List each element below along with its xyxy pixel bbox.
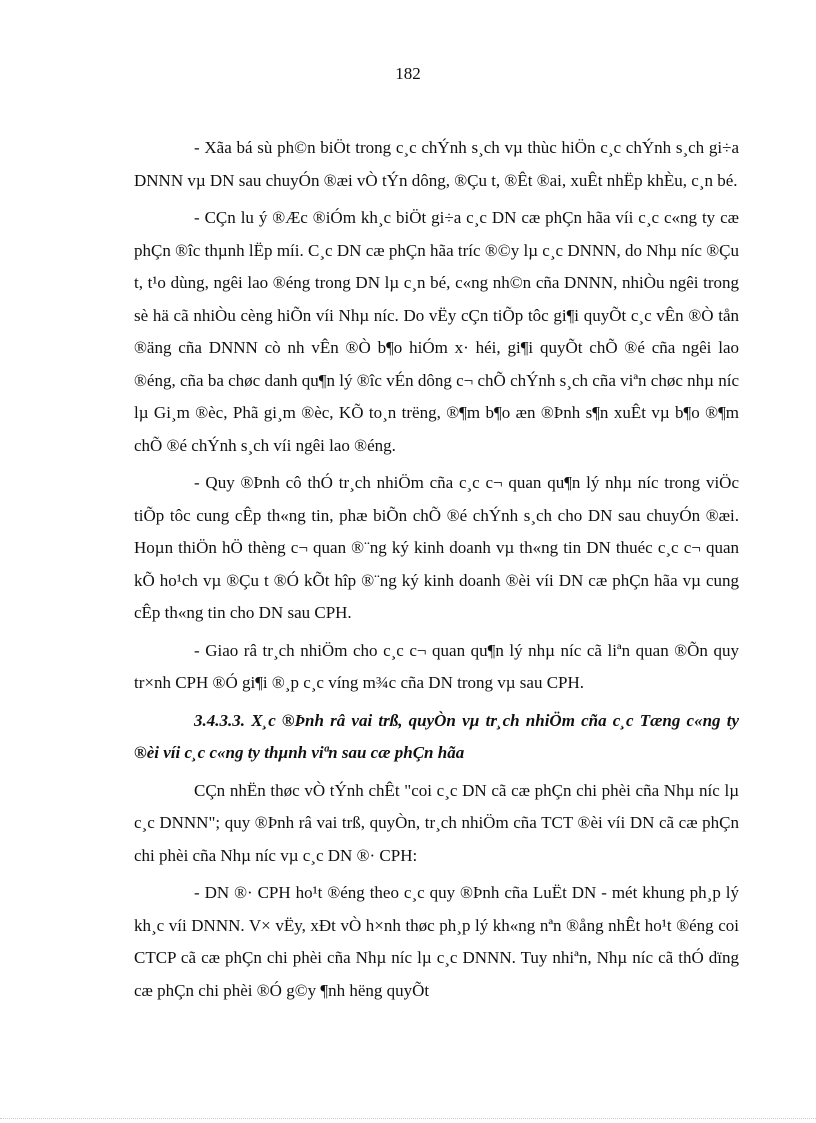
paragraph-4: - Giao râ tr¸ch nhiÖm cho c¸c c¬ quan qu¶n lý nhµ níc cã liªn quan ®Õn quy tr×nh CPH ®Ó gi¶i ®¸p c¸c víng m¾c cña DN trong vµ sau CPH. (134, 640, 739, 692)
document-body (134, 132, 739, 1012)
paragraph-1: - Xãa bá sù ph©n biÖt trong c¸c chÝnh s¸ch vµ thùc hiÖn c¸c chÝnh s¸ch gi÷a DNNN vµ DN sau chuyÓn ®æi vÒ tÝn dông, ®Çu t, ®Êt ®ai, xuÊt nhËp khÈu, c¸n bé. (134, 138, 739, 190)
paragraph-5: CÇn nhËn thøc vÒ tÝnh chÊt "coi c¸c DN cã cæ phÇn chi phèi cña Nhµ níc lµ c¸c DNNN"; quy ®Þnh râ vai trß, quyÒn, tr¸ch nhiÖm cña TCT ®èi víi DN cã cæ phÇn chi phèi cña Nhµ níc vµ c¸c DN ®· CPH: (134, 780, 739, 865)
page-number: 182 (395, 64, 421, 83)
paragraph-2: - CÇn lu ý ®Æc ®iÓm kh¸c biÖt gi÷a c¸c DN cæ phÇn hãa víi c¸c c«ng ty cæ phÇn ®îc thµnh lËp míi. C¸c DN cæ phÇn hãa tríc ®©y lµ c¸c DNNN, do Nhµ níc ®Çu t, t¹o dùng, ngêi lao ®éng trong DN lµ c¸n bé, c«ng nh©n cña DNNN, nhiÒu ngêi trong sè hä cã nhiÒu cèng hiÕn víi Nhµ níc. Do vËy cÇn tiÕp tôc gi¶i quyÕt c¸c vÊn ®Ò tån ®äng cña DNNN cò nh vÊn ®Ò b¶o hiÓm x· héi, gi¶i quyÕt chÕ ®é cña ngêi lao ®éng, cña ba chøc danh qu¶n lý ®îc vÉn dông c¬ chÕ chÝnh s¸ch cña viªn chøc nhµ níc lµ Gi¸m ®èc, Phã gi¸m ®èc, KÕ to¸n trëng, ®¶m b¶o æn ®Þnh s¶n xuÊt vµ b¶o ®¶m chÕ ®é chÝnh s¸ch víi ngêi lao ®éng. (134, 208, 739, 455)
page-bottom-divider (0, 1118, 816, 1119)
paragraph-3: - Quy ®Þnh cô thÓ tr¸ch nhiÖm cña c¸c c¬ quan qu¶n lý nhµ níc trong viÖc tiÕp tôc cung cÊp th«ng tin, phæ biÕn chÕ ®é chÝnh s¸ch cho DN sau chuyÓn ®æi. Hoµn thiÖn hÖ thèng c¬ quan ®¨ng ký kinh doanh vµ th«ng tin DN thuéc c¸c c¬ quan kÕ ho¹ch vµ ®Çu t ®Ó kÕt hîp ®¨ng ký kinh doanh ®èi víi DN cæ phÇn hãa vµ cung cÊp th«ng tin cho DN sau CPH. (134, 473, 739, 622)
section-heading: 3.4.3.3. X¸c ®Þnh râ vai trß, quyÒn vµ tr¸ch nhiÖm cña c¸c Tæng c«ng ty ®èi víi c¸c c«ng ty thµnh viªn sau cæ phÇn hãa (134, 710, 739, 762)
paragraph-6: - DN ®· CPH ho¹t ®éng theo c¸c quy ®Þnh cña LuËt DN - mét khung ph¸p lý kh¸c víi DNNN. V× vËy, xÐt vÒ h×nh thøc ph¸p lý kh«ng nªn ®ång nhÊt ho¹t ®éng coi CTCP cã cæ phÇn chi phèi cña Nhµ níc lµ c¸c DNNN. Tuy nhiªn, Nhµ níc cã thÓ dïng cæ phÇn chi phèi ®Ó g©y ¶nh hëng quyÕt (134, 883, 739, 1000)
